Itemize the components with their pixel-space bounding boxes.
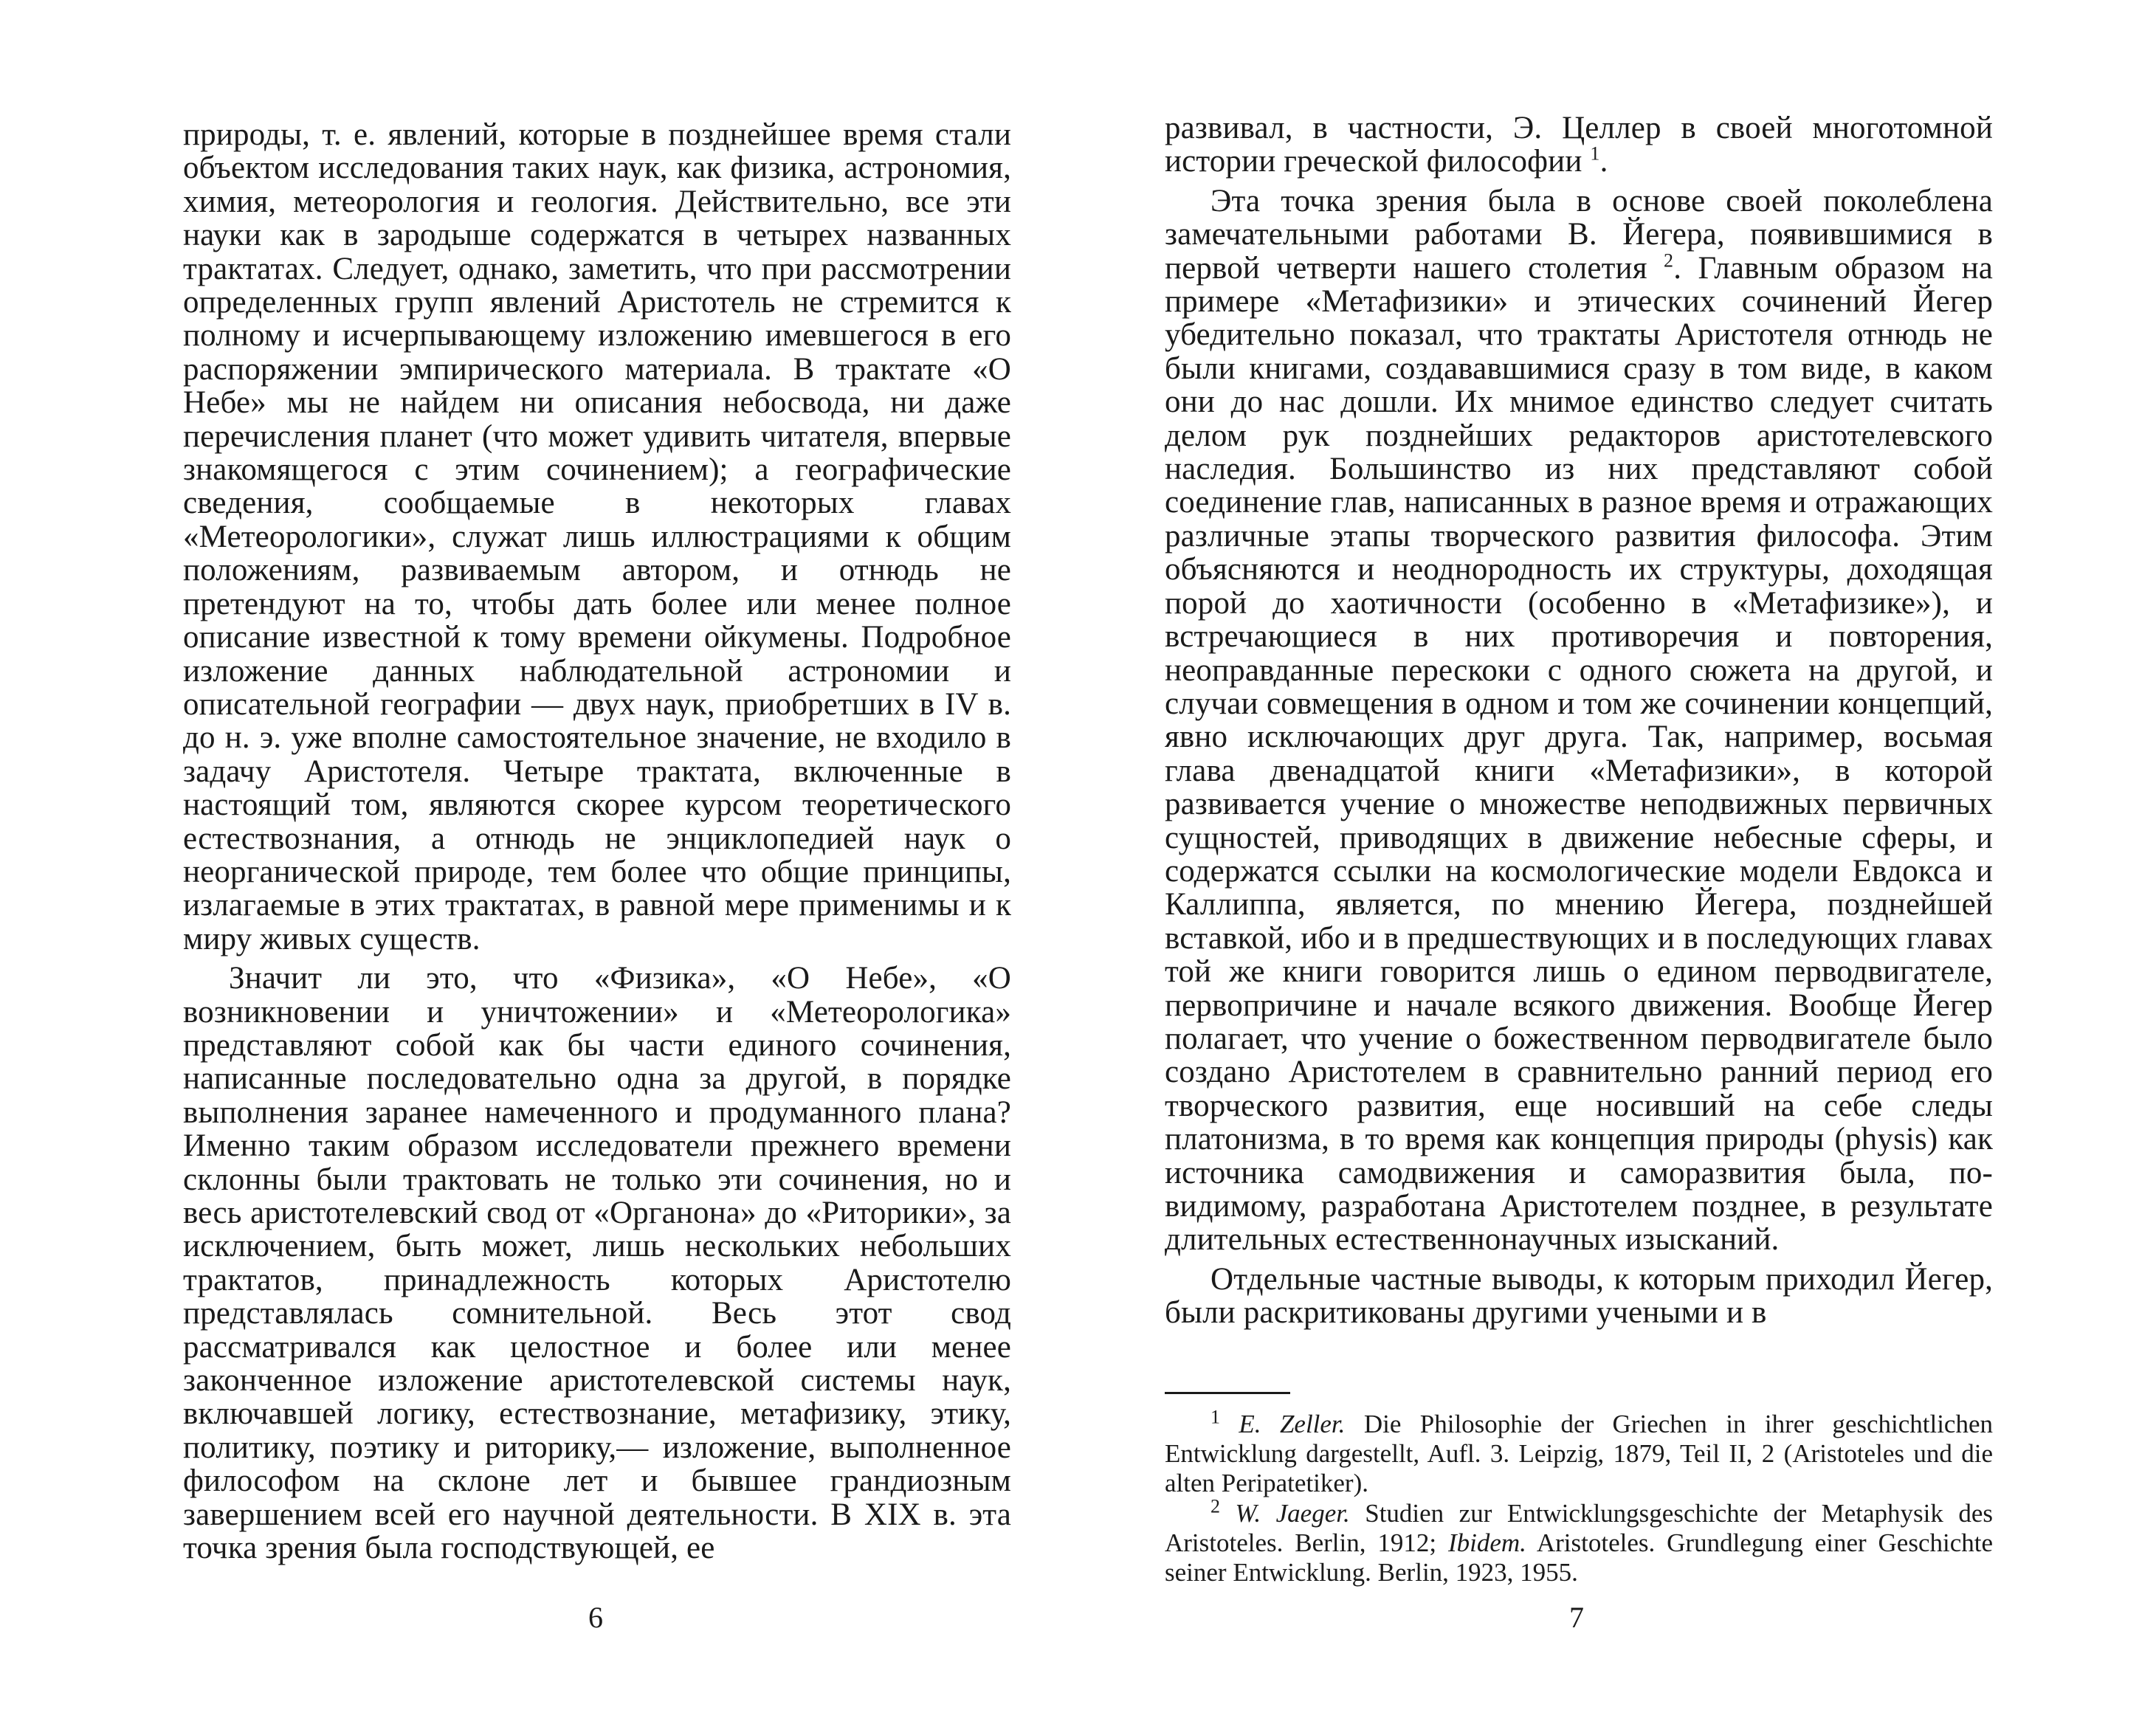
paragraph: Эта точка зрения была в основе своей поколеблена замечательными работами В. Йегера, появившимися в первой четверти нашего столетия $^2$. Главным образом на примере «Метафизики» и этических сочинений Йегер убедительно показал, что трактаты Аристотеля отнюдь не были книгами, создававшимися сразу в том виде, в каком они до нас дошли. Их мнимое единство следует считать делом рук позднейших редакторов аристотелевского наследия. Большинство из них представляют собой соединение глав, написанных в разное время и отражающих различные этапы творческого развития философа. Этим объясняются и неоднородность их структуры, доходящая порой до хаотичности (особенно в «Метафизике»), и встречающиеся в них противоречия и повторения, неоправданные перескоки с одного сюжета на другой, и случаи совмещения в одном и том же сочинении концепций, явно исключающих друг друга. Так, например, восьмая глава двенадцатой книги «Метафизики», в которой развивается учение о множестве неподвижных первичных сущностей, приводящих в движение небесные сферы, и содержатся ссылки на космологические модели Евдокса и Каллиппа, является, по мнению Йегера, позднейшей вставкой, ибо и в предшествующих и в последующих главах той же книги говорится лишь о едином перводвигателе, первопричине и начале всякого движения. Вообще Йегер полагает, что учение о божественном перводвигателе было создано Аристотелем в сравнительно ранний период его творческого развития, еще носивший на себе следы платонизма, в то время как концепция природы (physis) как источника самодвижения и саморазвития была, по-видимому, разработана Аристотелем позднее, в результате длительных естественнонаучных изысканий. — [1165, 183, 1993, 1258]
footnotes — [1165, 1406, 1994, 1588]
page-number: 7 — [1569, 1601, 1584, 1634]
left-page-body — [183, 118, 1011, 1565]
footnote — [1165, 1495, 1994, 1587]
paragraph: Значит ли это, что «Физика», «О Небе», «О возникновении и уничтожении» и «Метеорологика» представляют собой как бы части единого сочинения, написанные последовательно одна за другой, в порядке выполнения заранее намеченного и продуманного плана? Именно таким образом исследователи прежнего времени склонны были трактовать не только эти сочинения, но и весь аристотелевский свод от «Органона» до «Риторики», за исключением, быть может, лишь нескольких небольших трактатов, принадлежность которых Аристотелю представлялась сомнительной. Весь этот свод рассматривался как целостное и более или менее законченное изложение аристотелевской системы наук, включавшей логику, естествознание, метафизику, этику, политику, поэтику и риторику,— изложение, выполненное философом на склоне лет и бывшее грандиозным завершением всей его научной деятельности. В XIX в. эта точка зрения была господствующей, ее — [183, 961, 1011, 1566]
footnote-author: W. Jaeger. — [1235, 1499, 1350, 1528]
right-page-body — [1165, 111, 1993, 1330]
footnote-author: E. Zeller. — [1239, 1410, 1346, 1438]
paragraph: развивал, в частности, Э. Целлер в своей многотомной истории греческой философии $^1$. — [1165, 111, 1993, 179]
footnote-marker[interactable]: 2 — [1664, 249, 1674, 272]
paragraph: Отдельные частные выводы, к которым приходил Йегер, были раскритикованы другими учеными и в — [1165, 1261, 1993, 1331]
footnote — [1165, 1406, 1994, 1498]
footnote-text: Studien zur Entwicklungsgeschichte der Metaphysik des Aristoteles. Berlin, 1912; — [1165, 1499, 1994, 1557]
page-number: 6 — [588, 1601, 603, 1634]
right-page — [1078, 0, 2155, 1724]
paragraph-text: Главным образом на примере «Метафизики» и этических сочинений Йегер убедительно показал, что трактаты Аристотеля отнюдь не были книгами, создававшимися сразу в том виде, в каком они до нас дошли. Их мнимое единство следует считать делом рук позднейших редакторов аристотелевского наследия. Большинство из них представляют собой соединение глав, написанных в разное время и отражающих различные этапы творческого развития философа. Этим объясняются и неоднородность их структуры, доходящая порой до хаотичности (особенно в «Метафизике»), и встречающиеся в них противоречия и повторения, неоправданные перескоки с одного сюжета на другой, и случаи совмещения в одном и том же сочинении концепций, явно исключающих друг друга. Так, например, восьмая глава двенадцатой книги «Метафизики», в которой развивается учение о множестве неподвижных первичных сущностей, приводящих в движение небесные сферы, и содержатся ссылки на космологические модели Евдокса и Каллиппа, является, по мнению Йегера, позднейшей вставкой, ибо и в предшествующих и в последующих главах той же книги говорится лишь о едином перводвигателе, первопричине и начале всякого движения. Вообще Йегер полагает, что учение о божественном перводвигателе было создано Аристотелем в сравнительно ранний период его творческого развития, еще носивший на себе следы платонизма, в то время как концепция природы (physis) как источника самодвижения и саморазвития была, по-видимому, разработана Аристотелем позднее, в результате длительных естественнонаучных изысканий. — [1165, 250, 1993, 1258]
paragraph-text: развивал, в частности, Э. Целлер в своей многотомной истории греческой философии — [1165, 111, 1993, 179]
footnote-text: Die Philosophie der Griechen in ihrer geschichtlichen Entwicklung dargestellt, Aufl. 3. Leipzig, 1879, Teil II, 2 (Aristoteles und die alten Peripatetiker). — [1165, 1410, 1994, 1497]
footnote-marker[interactable]: 1 — [1590, 143, 1600, 165]
paragraph: природы, т. е. явлений, которые в позднейшее время стали объектом исследования таких наук, как физика, астрономия, химия, метеорология и геология. Действительно, все эти науки как в зародыше содержатся в четырех названных трактатах. Следует, однако, заметить, что при рассмотрении определенных групп явлений Аристотель не стремится к полному и исчерпывающему изложению имевшегося в его распоряжении эмпирического материала. В трактате «О Небе» мы не найдем ни описания небосвода, ни даже перечисления планет (что может удивить читателя, впервые знакомящегося с этим сочинением); а географические сведения, сообщаемые в некоторых главах «Метеорологики», служат лишь иллюстрациями к общим положениям, развиваемым автором, и отнюдь не претендуют на то, чтобы дать более или менее полное описание известной к тому времени ойкумены. Подробное изложение данных наблюдательной астрономии и описательной географии — двух наук, приобретших в IV в. до н. э. уже вполне самостоятельное значение, не входило в задачу Аристотеля. Четыре трактата, включенные в настоящий том, являются скорее курсом теоретического естествознания, а отнюдь не энциклопедией наук о неорганической природе, тем более что общие принципы, излагаемые в этих трактатах, в равной мере применимы и к миру живых существ. — [183, 117, 1011, 956]
footnote-ibidem: Ibidem. — [1447, 1528, 1526, 1557]
paragraph-text: Эта точка зрения была в основе своей поколеблена замечательными работами В. Йегера, появившимися в первой четверти нашего столетия — [1165, 183, 1993, 286]
footnote-number: 2 — [1210, 1495, 1220, 1517]
footnote-divider — [1165, 1392, 1290, 1394]
footnote-number: 1 — [1210, 1406, 1220, 1428]
footnote-text: Aristoteles. Grundlegung einer Geschichte seiner Entwicklung. Berlin, 1923, 1955. — [1165, 1528, 1993, 1587]
